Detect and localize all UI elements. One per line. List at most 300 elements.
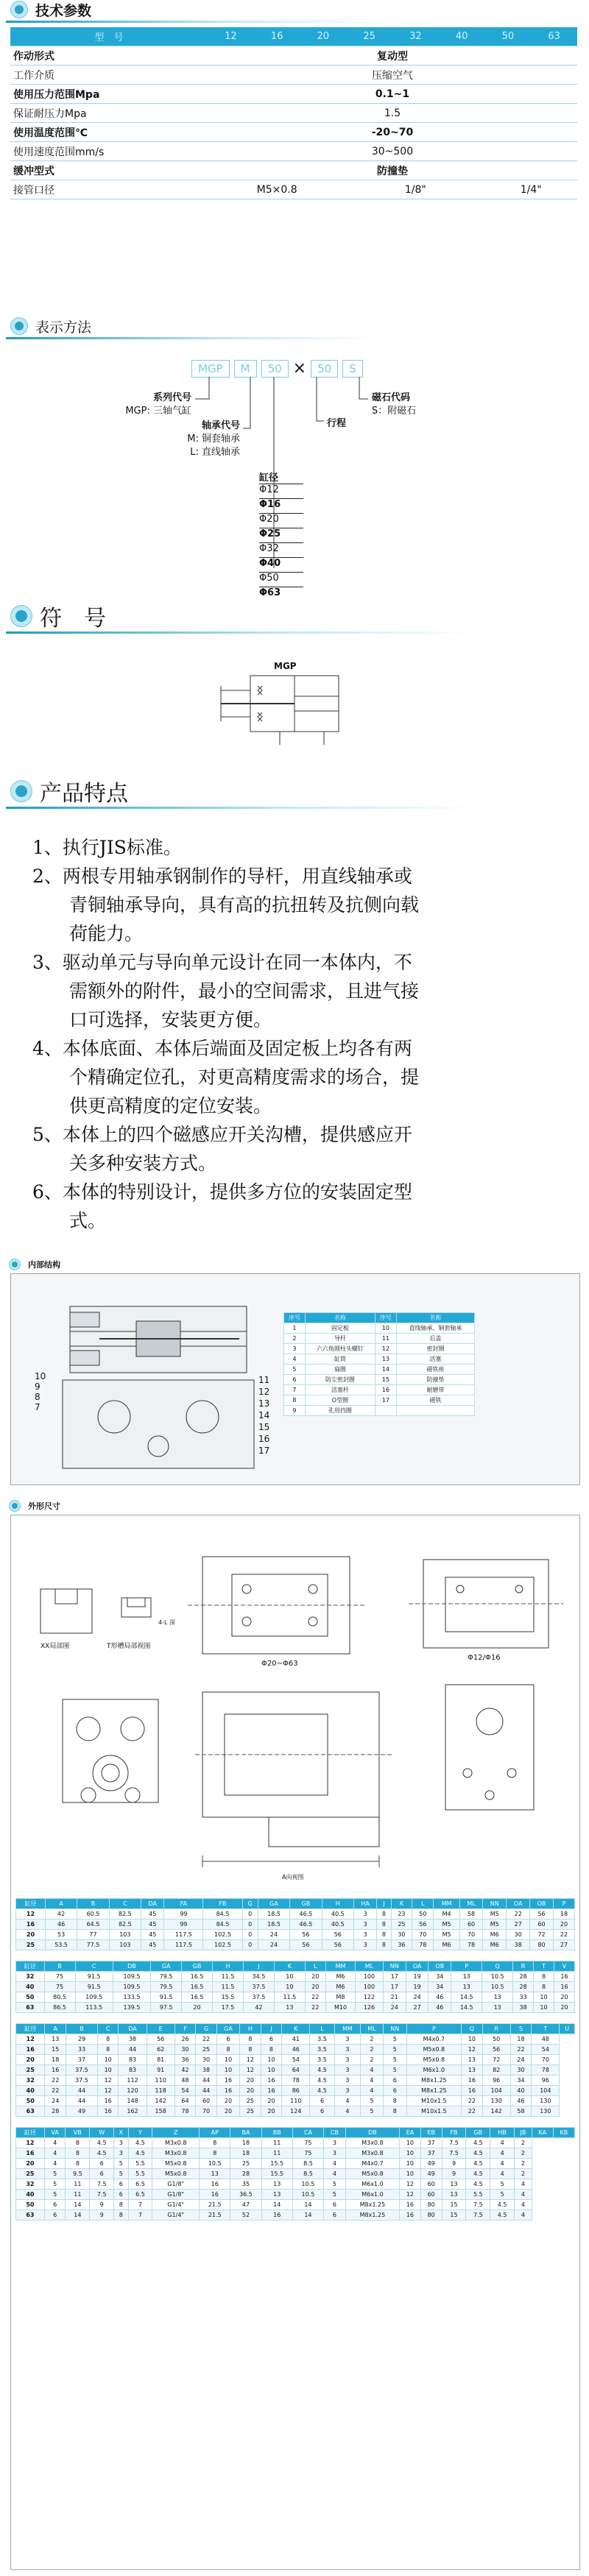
dimension-cell: 8 xyxy=(377,1940,391,1950)
dimensions-header xyxy=(9,1500,589,1512)
dimension-cell: 6 xyxy=(324,2210,346,2221)
dimension-table xyxy=(15,2023,575,2117)
callouts-left xyxy=(35,1371,46,1412)
dimension-header-cell: T xyxy=(534,1961,554,1972)
dimension-header-cell: FB xyxy=(203,1899,242,1909)
dimension-cell: 12 xyxy=(97,2086,119,2096)
dimension-row xyxy=(16,2200,575,2210)
dimension-cell: 99 xyxy=(164,1919,203,1930)
dimension-cell: 15 xyxy=(442,2210,466,2221)
dimension-cell: 22 xyxy=(554,1930,575,1940)
dimension-cell: 109.5 xyxy=(75,1992,113,2003)
features-title: 产品特点 xyxy=(40,781,128,807)
dimension-cell: 91 xyxy=(147,2065,174,2076)
dimension-cell: 5 xyxy=(490,2190,515,2200)
dimension-cell: 72 xyxy=(530,1930,554,1940)
dimension-cell: 118 xyxy=(147,2086,174,2096)
dimension-cell: M5x0.8 xyxy=(345,2169,399,2179)
dimension-cell: M5 xyxy=(483,1909,507,1919)
dimension-cell: 12 xyxy=(240,2065,261,2076)
dimension-cell: 7.5 xyxy=(442,2138,466,2148)
dimension-header-cell: MM xyxy=(434,1899,460,1909)
dimension-cell: 6 xyxy=(216,2034,239,2045)
dimension-header-cell: K xyxy=(274,1961,305,1972)
dimension-cell: 27 xyxy=(406,2003,428,2013)
dimension-cell: 8 xyxy=(377,1919,391,1930)
dimension-cell: 4 xyxy=(515,2210,532,2221)
dimension-cell: 9 xyxy=(442,2169,466,2179)
dimension-cell: 4 xyxy=(334,2106,360,2117)
dimension-cell: 38 xyxy=(513,2003,534,2013)
dimension-cell: 80 xyxy=(530,1940,554,1950)
dimension-cell: 22 xyxy=(507,1909,530,1919)
dimension-cell: 18 xyxy=(554,1909,575,1919)
dimension-row xyxy=(16,1972,575,1982)
parts-cell: 磁铁座 xyxy=(396,1365,474,1375)
dimension-cell: 4.5 xyxy=(466,2179,490,2190)
dimension-cell: 34 xyxy=(428,1982,451,1992)
parts-row xyxy=(284,1344,475,1354)
dimension-cell: 20 xyxy=(240,2086,261,2096)
parts-cell: 活塞杆 xyxy=(305,1385,375,1395)
dimension-cell: 16 xyxy=(462,2076,483,2086)
dimension-cell: 10 xyxy=(216,2055,239,2065)
dimension-cell: 10 xyxy=(400,2148,421,2159)
spec-label: 作动形式 xyxy=(10,46,208,66)
dimension-cell: 5 xyxy=(44,2179,66,2190)
dimension-cell: 8 xyxy=(114,2210,128,2221)
dimension-cell: 117.5 xyxy=(164,1930,203,1940)
dimension-cell: 12 xyxy=(240,2055,261,2065)
dimension-cell: 21.5 xyxy=(200,2210,230,2221)
dimension-header-cell: NN xyxy=(383,1961,406,1972)
parts-cell: 防尘密封圈 xyxy=(305,1375,375,1385)
dimension-cell: 37.5 xyxy=(243,1982,274,1992)
dimension-cell: 133.5 xyxy=(113,1992,150,2003)
dimension-cell: 91.5 xyxy=(75,1972,113,1982)
symbol-label: MGP xyxy=(274,661,297,671)
dimension-cell: 6 xyxy=(261,2034,282,2045)
header-bore-cell: 50 xyxy=(485,27,532,46)
dimension-cell: 113.5 xyxy=(75,2003,113,2013)
dimension-cell: 126 xyxy=(356,2003,383,2013)
dimension-cell: 4.5 xyxy=(466,2148,490,2159)
dimension-cell: M8 xyxy=(325,1992,356,2003)
parts-cell: 六六角圆柱头螺钉 xyxy=(305,1344,375,1354)
dimension-cell: 37 xyxy=(420,2148,442,2159)
dimension-cell: 14 xyxy=(261,2200,292,2210)
dimension-cell: 10 xyxy=(400,2138,421,2148)
dimension-header-cell: VA xyxy=(44,2128,66,2138)
dimension-cell: 2 xyxy=(515,2169,532,2179)
dimension-cell: 10 xyxy=(534,1992,554,2003)
features-header xyxy=(10,780,589,807)
dimension-cell: 6 xyxy=(90,2169,114,2179)
dimension-cell: M3x0.8 xyxy=(345,2138,399,2148)
parts-row xyxy=(284,1385,475,1395)
dimension-cell: 11.5 xyxy=(274,1992,305,2003)
callout-number: 15 xyxy=(258,1422,270,1432)
dimension-cell: 34 xyxy=(428,1972,451,1982)
dimension-cell: 3 xyxy=(353,1930,376,1940)
dimension-cell: 109.5 xyxy=(113,1972,150,1982)
dimension-cell: 64 xyxy=(174,2096,196,2106)
dimension-cell: 80.5 xyxy=(44,1992,75,2003)
feature-line: 3、驱动单元与导向单元设计在同一本体内，不 xyxy=(32,952,412,973)
dimension-cell: 18 xyxy=(510,2034,532,2045)
dimension-cell: 16 xyxy=(97,2096,119,2106)
dimension-cell: 70 xyxy=(196,2106,217,2117)
dimension-cell: 9.5 xyxy=(66,2169,90,2179)
dimension-cell: 30 xyxy=(391,1930,412,1940)
dimension-cell: 5 xyxy=(44,2169,66,2179)
dimension-header-cell: A xyxy=(45,1899,77,1909)
spec-row xyxy=(10,142,577,161)
dimension-cell: 142 xyxy=(482,2106,510,2117)
dimension-cell: 5 xyxy=(383,2055,406,2065)
spec-value: 30~500 xyxy=(208,142,577,161)
dimension-cell: 4 xyxy=(515,2190,532,2200)
dimension-cell: 130 xyxy=(482,2096,510,2106)
dimension-cell: 78 xyxy=(460,1940,483,1950)
dimension-cell: 10.5 xyxy=(292,2179,323,2190)
dimension-header-cell: DB xyxy=(113,1961,150,1972)
dimension-cell: 4.5 xyxy=(128,2148,152,2159)
dimension-header-cell: C xyxy=(97,2024,119,2034)
feature-line: 个精确定位孔，对更高精度需求的场合，提 xyxy=(32,1066,420,1088)
dimension-cell: 50 xyxy=(482,2034,510,2045)
dimension-cell: 4 xyxy=(324,2169,346,2179)
dimension-cell: 13 xyxy=(442,2190,466,2200)
view-a-label: A向视图 xyxy=(282,1874,304,1880)
dimension-cell: 13 xyxy=(274,2003,305,2013)
dimension-cell: 4 xyxy=(490,2169,515,2179)
dimension-cell: 16 xyxy=(261,2076,282,2086)
dimension-cell: 36 xyxy=(174,2055,196,2065)
dimension-cell: 15 xyxy=(45,2045,66,2055)
dimension-cell: 38 xyxy=(507,1940,530,1950)
dimension-row xyxy=(16,2190,575,2200)
dimension-cell: M6 xyxy=(483,1930,507,1940)
dimension-cell: 16 xyxy=(16,2045,45,2055)
feature-line: 式。 xyxy=(32,1210,107,1231)
dimension-cell: 45 xyxy=(141,1909,164,1919)
dimensions-section xyxy=(0,1500,589,2571)
dimension-header-row xyxy=(16,1961,575,1972)
dimension-cell: 40 xyxy=(16,1982,45,1992)
dimension-cell: 79.5 xyxy=(151,1972,182,1982)
parts-row xyxy=(284,1375,475,1385)
dimension-row xyxy=(16,2045,575,2055)
dimension-cell: 10 xyxy=(400,2169,421,2179)
dimension-header-cell: DB xyxy=(345,2128,399,2138)
dimension-cell: 78 xyxy=(282,2076,310,2086)
dimension-cell: 25 xyxy=(240,2106,261,2117)
dimension-header-cell: KA xyxy=(532,2128,553,2138)
dimension-header-cell: T xyxy=(532,2024,560,2034)
dimension-cell: 25 xyxy=(391,1919,412,1930)
dimension-header-cell: ML xyxy=(460,1899,483,1909)
dimension-cell: G1/8" xyxy=(152,2179,200,2190)
dimension-cell: 25 xyxy=(16,2065,45,2076)
dimension-cell: 6 xyxy=(44,2200,66,2210)
dimension-cell: 2 xyxy=(361,2055,384,2065)
dimension-cell: 6 xyxy=(383,2076,406,2086)
feature-line: 6、本体的特别设计，提供多方位的安装固定型 xyxy=(32,1181,412,1203)
dimension-cell: 4.5 xyxy=(310,2076,334,2086)
spec-value: 压缩空气 xyxy=(208,66,577,85)
internal-panel xyxy=(10,1273,580,1485)
dimension-cell: 46.5 xyxy=(290,1909,322,1919)
dimension-header-cell: P xyxy=(554,1899,575,1909)
dimension-cell: 23 xyxy=(391,1909,412,1919)
dimension-cell: 8 xyxy=(240,2034,261,2045)
dimension-cell: 5.5 xyxy=(128,2169,152,2179)
dimension-cell: M3x0.8 xyxy=(345,2148,399,2159)
dimension-cell: 13 xyxy=(462,2055,483,2065)
dimension-cell: 9 xyxy=(90,2210,114,2221)
dimension-row xyxy=(16,1982,575,1992)
dimension-cell: M4 xyxy=(434,1909,460,1919)
dimension-header-cell: FB xyxy=(442,2128,466,2138)
section-bullet-icon xyxy=(9,1500,21,1512)
dimension-header-cell: B xyxy=(44,1961,75,1972)
internal-header xyxy=(9,1259,589,1270)
dimension-cell: 16.5 xyxy=(182,1992,213,2003)
dimension-header-cell: OA xyxy=(406,1961,428,1972)
callout-number: 17 xyxy=(258,1446,270,1456)
spec-value: -20~70 xyxy=(208,123,577,142)
dimension-header-cell: 缸径 xyxy=(16,2024,45,2034)
dimension-cell: M8x1.25 xyxy=(406,2086,461,2096)
dimension-cell: 10 xyxy=(97,2065,119,2076)
dimension-cell: 48 xyxy=(174,2076,196,2086)
dimension-cell: 3 xyxy=(114,2138,128,2148)
dimension-cell: 16 xyxy=(216,2086,239,2096)
dimension-cell: 8 xyxy=(97,2034,119,2045)
dimension-header-cell: Y xyxy=(128,2128,152,2138)
dimension-cell: 20 xyxy=(16,1930,46,1940)
dimension-cell: 44 xyxy=(66,2096,98,2106)
dimension-cell: 48 xyxy=(532,2034,560,2045)
dimension-cell: 3 xyxy=(324,2148,346,2159)
dimension-header-cell: EA xyxy=(400,2128,421,2138)
parts-header-cell: 序号 xyxy=(375,1313,396,1323)
port-value-3: 1/4" xyxy=(485,180,578,199)
dimension-cell: 6 xyxy=(44,2210,66,2221)
dimension-header-cell: 缸径 xyxy=(16,2128,45,2138)
dimension-cell: 32 xyxy=(16,1972,45,1982)
dimension-header-cell: GB xyxy=(182,1961,213,1972)
dimension-cell: 32 xyxy=(16,2179,45,2190)
dimension-cell: 60.5 xyxy=(77,1909,109,1919)
dimension-header-cell: JB xyxy=(515,2128,532,2138)
feature-line: 荷能力。 xyxy=(32,923,144,944)
feature-line: 青铜轴承导向，具有高的抗扭转及抗侧向载 xyxy=(32,894,420,916)
bearing-m-text: M: 铜套轴承 xyxy=(187,434,240,445)
spec-label: 工作介质 xyxy=(10,66,208,85)
stroke-label: 行程 xyxy=(327,418,347,429)
dimension-cell: 4 xyxy=(515,2200,532,2210)
series-code-title: 系列代号 xyxy=(152,392,191,403)
dimension-cell: 8 xyxy=(534,1982,554,1992)
dimension-cell: 34.5 xyxy=(243,1972,274,1982)
dimension-cell: 13 xyxy=(45,2034,66,2045)
dimension-header-cell: 缸径 xyxy=(16,1961,45,1972)
dimension-cell: M5x0.8 xyxy=(406,2055,461,2065)
dimension-cell: 6 xyxy=(324,2200,346,2210)
dimension-cell: M5 xyxy=(434,1930,460,1940)
dimension-cell: 82.5 xyxy=(109,1919,141,1930)
dimension-cell: 10 xyxy=(97,2055,119,2065)
parts-cell: 磁铁 xyxy=(396,1395,474,1406)
parts-cell: 15 xyxy=(375,1375,396,1385)
dimension-cell: G1/4" xyxy=(152,2210,200,2221)
dimension-header-cell: R xyxy=(513,1961,534,1972)
dimension-header-cell: GA xyxy=(151,1961,182,1972)
parts-row xyxy=(284,1334,475,1344)
dimension-cell: 15.5 xyxy=(213,1992,244,2003)
dimension-cell: 79.5 xyxy=(151,1982,182,1992)
dimension-row xyxy=(16,2086,575,2096)
dimension-cell: 56 xyxy=(530,1909,554,1919)
code-box-bearing: M xyxy=(234,360,257,378)
dimension-cell: 75 xyxy=(292,2138,323,2148)
dimension-cell: 80 xyxy=(420,2210,442,2221)
dimension-cell: 6.5 xyxy=(128,2190,152,2200)
dimension-cell: 15 xyxy=(442,2200,466,2210)
dimension-cell: 11 xyxy=(66,2190,90,2200)
dimension-cell: 20 xyxy=(16,2159,45,2169)
dimension-cell: 16.5 xyxy=(182,1982,213,1992)
dimension-cell: 28 xyxy=(230,2169,261,2179)
dimension-row xyxy=(16,2169,575,2179)
dimension-cell: 24 xyxy=(510,2055,532,2065)
dimension-cell: 56 xyxy=(322,1930,353,1940)
dimension-cell: 82 xyxy=(482,2065,510,2076)
dimension-drawings xyxy=(11,1515,579,1913)
dimension-cell: 11 xyxy=(261,2138,292,2148)
dimension-row xyxy=(16,2034,575,2045)
dimension-cell: 20 xyxy=(261,2106,282,2117)
dimension-cell: 80 xyxy=(420,2200,442,2210)
dimension-cell: 5 xyxy=(383,2045,406,2055)
dimension-cell: 4 xyxy=(490,2138,515,2148)
dimension-cell: 64.5 xyxy=(77,1919,109,1930)
dimension-header-cell: DA xyxy=(119,2024,147,2034)
dimension-cell: 8 xyxy=(200,2138,230,2148)
dimension-cell: 42 xyxy=(243,2003,274,2013)
dimension-cell: 2 xyxy=(361,2034,384,2045)
dimension-cell: 46 xyxy=(428,2003,451,2013)
parts-cell: 12 xyxy=(375,1344,396,1354)
dimension-cell: 78 xyxy=(532,2065,560,2076)
internal-title: 内部结构 xyxy=(28,1260,60,1270)
dimension-cell: 62 xyxy=(147,2045,174,2055)
dimension-cell: 8 xyxy=(240,2045,261,2055)
dimension-cell: 45 xyxy=(141,1930,164,1940)
section-bullet-icon xyxy=(10,780,32,802)
parts-row xyxy=(284,1323,475,1334)
dimension-cell: 56 xyxy=(482,2045,510,2055)
dimension-header-cell: J xyxy=(377,1899,391,1909)
dimension-header-cell: W xyxy=(90,2128,114,2138)
dimension-cell: 11.5 xyxy=(213,1972,244,1982)
dimension-cell: 3 xyxy=(353,1909,376,1919)
callout-number: 8 xyxy=(35,1392,40,1402)
dimension-cell: 21.5 xyxy=(200,2200,230,2210)
dimension-header-cell: HB xyxy=(490,2128,515,2138)
dimension-cell: 60 xyxy=(420,2190,442,2200)
dimension-cell: 0 xyxy=(242,1909,258,1919)
dimension-cell: 40 xyxy=(16,2086,45,2096)
dimension-cell: 4 xyxy=(490,2159,515,2169)
header-bore-cell: 25 xyxy=(346,27,392,46)
dimension-cell: 37 xyxy=(66,2055,98,2065)
spec-value: 复动型 xyxy=(208,46,577,66)
header-bore-cell: 40 xyxy=(439,27,485,46)
dimension-cell: 103 xyxy=(109,1930,141,1940)
dimension-cell: 3 xyxy=(334,2045,360,2055)
dimension-cell: 22 xyxy=(305,2003,325,2013)
dimension-cell: 4 xyxy=(334,2096,360,2106)
dimension-cell: 13 xyxy=(261,2179,292,2190)
dimension-cell: 37.5 xyxy=(243,1992,274,2003)
dimension-cell: 60 xyxy=(460,1919,483,1930)
range1-label: Φ20~Φ63 xyxy=(261,1660,298,1668)
dimension-cell: 20 xyxy=(240,2076,261,2086)
code-box-bore: 50 xyxy=(261,360,289,378)
dimension-cell: 33 xyxy=(513,1992,534,2003)
header-bore-cell: 20 xyxy=(300,27,347,46)
parts-cell: 1 xyxy=(284,1323,306,1334)
dimension-cell: 10 xyxy=(462,2034,483,2045)
dimension-cell: 3.5 xyxy=(310,2034,334,2045)
dimension-cell: 0 xyxy=(242,1919,258,1930)
dimension-cell: 60 xyxy=(420,2179,442,2190)
range2-label: Φ12/Φ16 xyxy=(468,1654,501,1662)
table-header-row xyxy=(10,27,577,46)
dimension-cell: 7.5 xyxy=(442,2148,466,2159)
dimension-cell: 72 xyxy=(482,2055,510,2065)
dimension-cell: 16 xyxy=(554,1972,574,1982)
dimension-header-cell: HA xyxy=(353,1899,376,1909)
parts-cell: 5 xyxy=(284,1365,306,1375)
parts-header-cell: 名称 xyxy=(305,1313,375,1323)
dimension-cell: 50 xyxy=(16,1992,45,2003)
dimension-cell: 44 xyxy=(196,2076,217,2086)
code-box-series: MGP xyxy=(191,360,230,378)
parts-cell: 4 xyxy=(284,1354,306,1365)
dimension-header-cell: Q xyxy=(462,2024,483,2034)
bore-item: Φ20 xyxy=(259,513,303,528)
dimension-cell: 45 xyxy=(141,1919,164,1930)
parts-cell: 16 xyxy=(375,1385,396,1395)
spec-label: 使用压力范围Mpa xyxy=(10,85,208,104)
dimension-header-cell: Z xyxy=(152,2128,200,2138)
dimension-cell: 22 xyxy=(196,2034,217,2045)
dimension-cell: M8x1.25 xyxy=(345,2200,399,2210)
dimension-cell: 8 xyxy=(383,2106,406,2117)
dimension-cell: 83 xyxy=(119,2055,147,2065)
dimension-cell: 3 xyxy=(334,2076,360,2086)
dimension-row xyxy=(16,1919,575,1930)
dimension-cell: 20 xyxy=(182,2003,213,2013)
dimension-cell: 28 xyxy=(513,1982,534,1992)
feature-line: 供更高精度的定位安装。 xyxy=(32,1095,272,1117)
callout-number: 10 xyxy=(35,1371,46,1381)
dimension-header-cell: MM xyxy=(325,1961,356,1972)
